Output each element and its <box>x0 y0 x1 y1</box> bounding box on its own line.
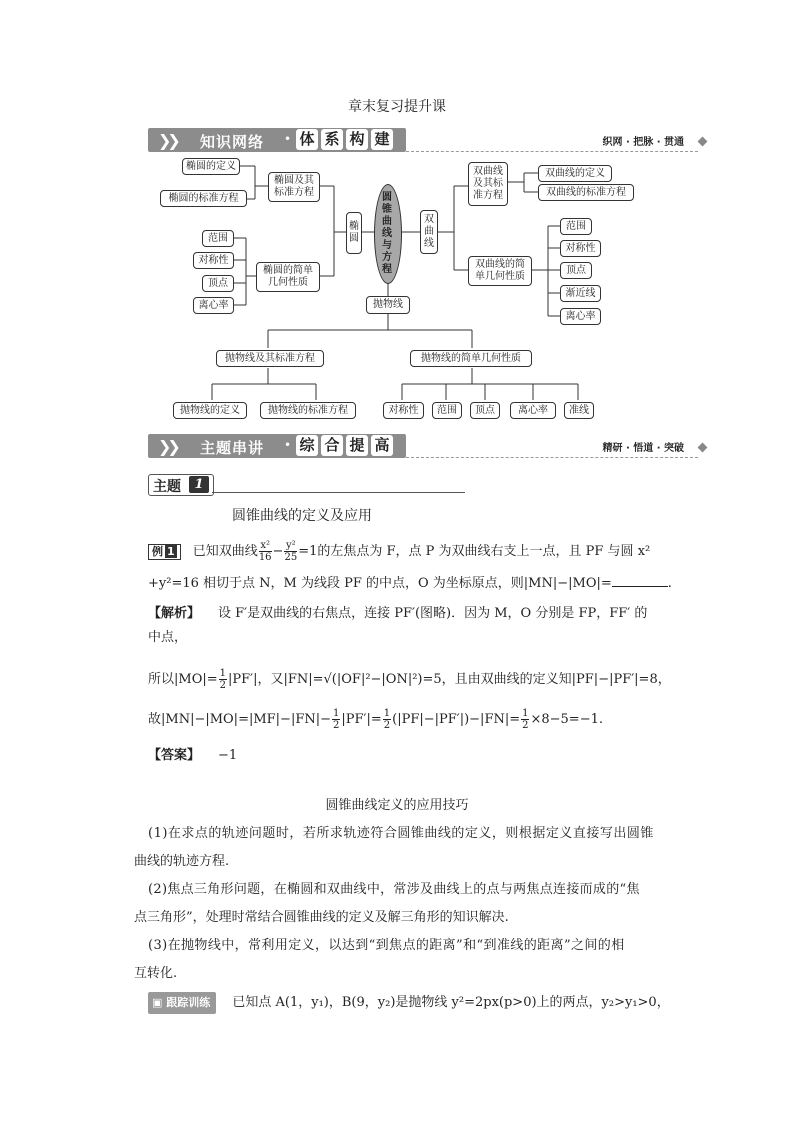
node-para-child: 对称性 <box>383 402 424 419</box>
node-ellipse-prop: 离心率 <box>193 297 234 314</box>
node-ellipse-def: 椭圆的定义 <box>182 158 240 175</box>
banner-char: 系 <box>321 129 343 150</box>
tips-heading: 圆锥曲线定义的应用技巧 <box>325 798 469 813</box>
solution-line-3: 所以|MO|= $\frac{1}{2}$ |PF′|，又|FN|=√(|OF|²−|ON|²)=5，且由双曲线的定义知|PF|−|PF′|=8， <box>148 668 671 691</box>
node-hyper-def: 双曲线的定义 <box>538 165 612 182</box>
node-para-child: 准线 <box>564 402 594 419</box>
chevron-icon: ❯❯ <box>158 437 177 456</box>
node-hyper-prop: 顶点 <box>560 262 592 279</box>
example-tag: 例 1 <box>148 544 181 560</box>
section-banner-topics: ❯❯ 主题串讲 • 综 合 提 高 精研 · 悟道 · 突破 <box>148 434 708 460</box>
solution-line-4: 故|MN|−|MO|=|MF|−|FN|− $\frac{1}{2}$ |PF′|= $\frac{1}{2}$ (|PF|−|PF′|)−|FN|= $\frac{1}{2}$ ×8−5=−1. <box>148 708 603 731</box>
banner-title: 主题串讲 <box>200 439 265 457</box>
solution-line-2: 中点， <box>148 630 188 645</box>
node-hyperbola: 双曲线 <box>420 210 438 254</box>
node-hyper-prop: 对称性 <box>560 240 601 257</box>
answer-line: 【答案】 −1 <box>148 748 238 763</box>
banner-char: 综 <box>296 435 318 456</box>
node-ellipse-prop: 范围 <box>202 230 234 247</box>
answer-blank <box>612 574 668 587</box>
node-hyper-std: 双曲线及其标准方程 <box>468 162 508 206</box>
tips-p2b: 点三角形”，处理时常结合圆锥曲线的定义及解三角形的知识解决. <box>134 910 509 925</box>
banner-char: 体 <box>296 129 318 150</box>
banner-char: 建 <box>371 129 393 150</box>
node-ellipse-prop: 顶点 <box>202 275 234 292</box>
banner-subtitle: 织网 · 把脉 · 贯通 <box>602 137 684 148</box>
banner-char: 提 <box>346 435 368 456</box>
node-para-geo: 抛物线的简单几何性质 <box>410 350 532 367</box>
solution-line-1: 【解析】 设 F′是双曲线的右焦点，连接 PF′(图略)．因为 M，O 分别是 FP，FF′ 的 <box>148 606 648 621</box>
node-ellipse-std: 椭圆及其标准方程 <box>268 172 320 202</box>
node-para-child: 抛物线的标准方程 <box>260 402 356 419</box>
node-hyper-prop: 渐近线 <box>560 285 601 302</box>
mindmap-center: 圆锥曲线与方程 <box>374 184 402 284</box>
training-line: ▣ 跟踪训练 已知点 A(1，y₁)，B(9，y₂)是抛物线 y²=2px(p>0)上的两点，y₂>y₁>0， <box>148 992 670 1014</box>
topic-heading: 圆锥曲线的定义及应用 <box>232 508 372 524</box>
tips-p1b: 曲线的轨迹方程. <box>134 854 230 869</box>
banner-subtitle: 精研 · 悟道 · 突破 <box>602 443 684 454</box>
tips-p1a: (1)在求点的轨迹问题时，若所求轨迹符合圆锥曲线的定义，则根据定义直接写出圆锥 <box>148 826 654 841</box>
flag-icon: ▣ <box>152 996 163 1009</box>
tips-p3b: 互转化. <box>134 966 178 981</box>
node-para-child: 顶点 <box>470 402 500 419</box>
topic-label: 主题 1 <box>148 474 214 496</box>
node-ellipse-eq: 椭圆的标准方程 <box>160 190 247 207</box>
banner-char: 构 <box>346 129 368 150</box>
banner-char: 合 <box>321 435 343 456</box>
node-hyper-eq: 双曲线的标准方程 <box>538 184 634 201</box>
page-title: 章末复习提升课 <box>348 99 446 115</box>
node-parabola: 抛物线 <box>366 296 410 314</box>
node-ellipse-geo: 椭圆的简单几何性质 <box>256 262 320 292</box>
node-hyper-prop: 离心率 <box>560 308 601 325</box>
banner-char: 高 <box>371 435 393 456</box>
node-ellipse: 椭圆 <box>346 212 362 254</box>
tips-p2a: (2)焦点三角形问题，在椭圆和双曲线中，常涉及曲线上的点与两焦点连接而成的“焦 <box>148 882 640 897</box>
node-para-child: 离心率 <box>510 402 556 419</box>
tips-p3a: (3)在抛物线中，常利用定义，以达到“到焦点的距离”和“到准线的距离”之间的相 <box>148 938 625 953</box>
node-para-std: 抛物线及其标准方程 <box>216 350 324 367</box>
example-line-2: +y²=16 相切于点 N，M 为线段 PF 的中点，O 为坐标原点，则|MN|−|MO|= . <box>148 576 672 591</box>
node-hyper-geo: 双曲线的简单几何性质 <box>468 256 532 286</box>
node-para-child: 抛物线的定义 <box>173 402 247 419</box>
node-para-child: 范围 <box>432 402 462 419</box>
training-tag: ▣ 跟踪训练 <box>148 992 216 1014</box>
node-ellipse-prop: 对称性 <box>193 252 234 269</box>
banner-title: 知识网络 <box>200 133 265 151</box>
node-hyper-prop: 范围 <box>560 218 592 235</box>
section-banner-knowledge: ❯❯ 知识网络 • 体 系 构 建 织网 · 把脉 · 贯通 <box>148 128 708 154</box>
diamond-icon <box>698 443 708 453</box>
chevron-icon: ❯❯ <box>158 131 177 150</box>
example-line-1: 例 1 已知双曲线 $\frac{\text{x²}}{16}$ − $\frac{\text{y²}}{25}$ =1的左焦点为 F，点 P 为双曲线右支上一点，且 PF 与圆 x² <box>148 540 650 563</box>
